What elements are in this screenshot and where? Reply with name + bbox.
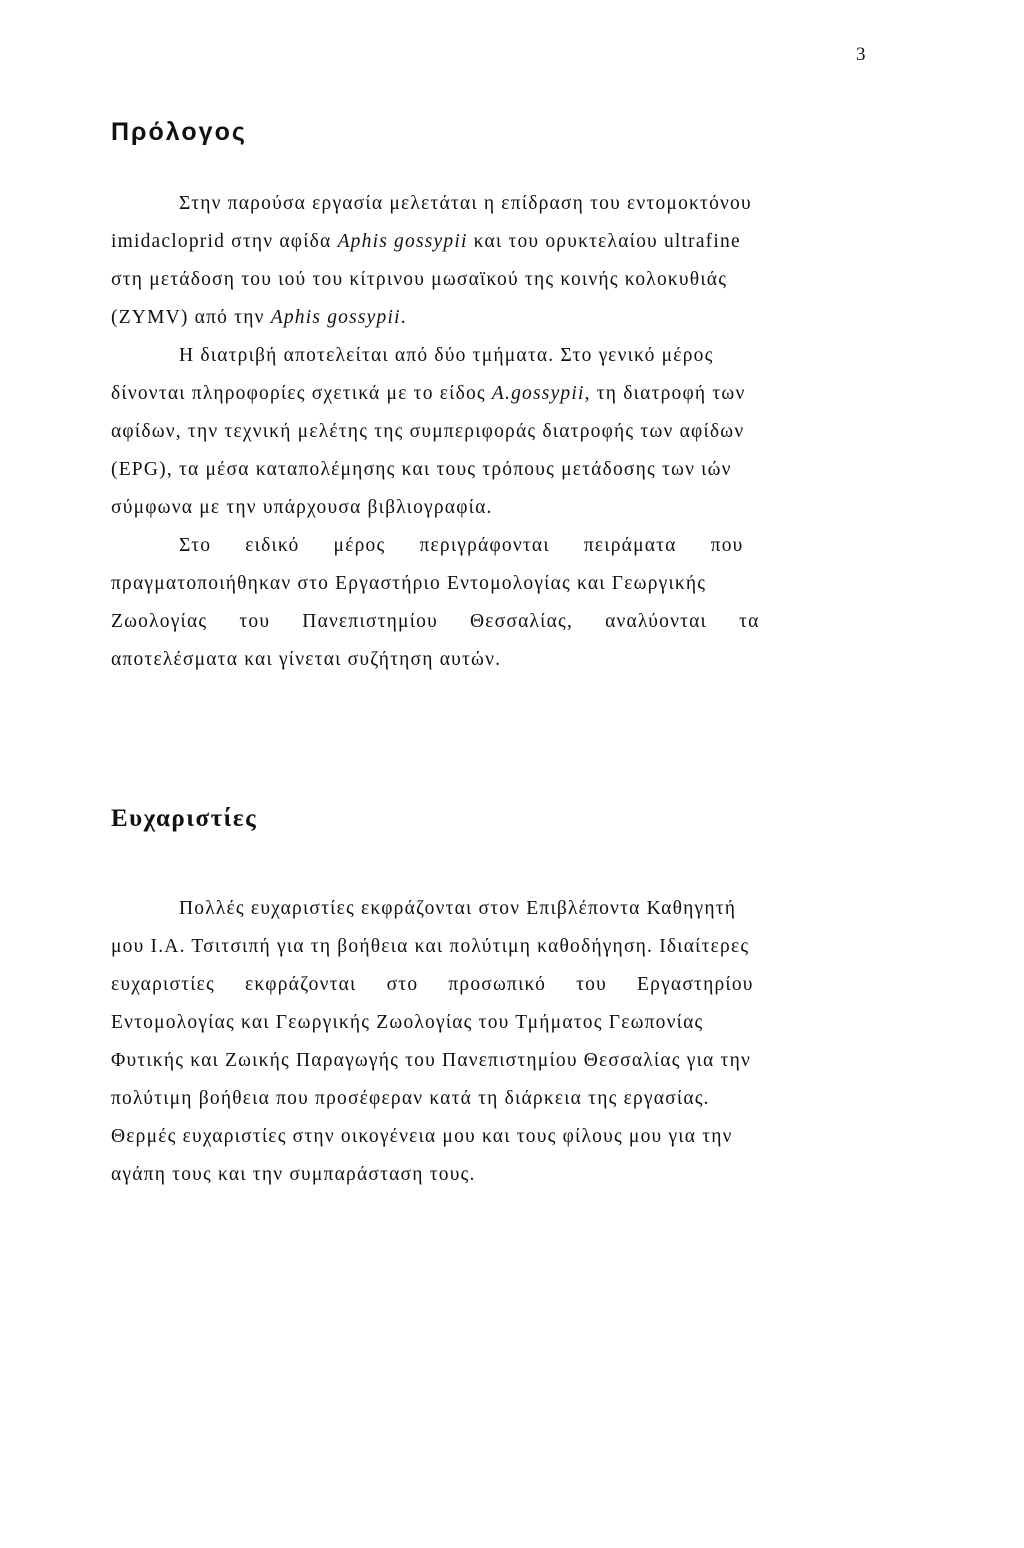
prologue-line: πραγματοποιήθηκαν στο Εργαστήριο Εντομολογίας και Γεωργικής [111, 573, 707, 594]
prologue-body [111, 185, 871, 679]
prologue-line: (EPG), τα μέσα καταπολέμησης και τους τρόπους μετάδοσης των ιών [111, 459, 732, 480]
prologue-line: στη μετάδοση του ιού του κίτρινου μωσαϊκού της κοινής κολοκυθιάς [111, 269, 728, 290]
prologue-line: αφίδων, την τεχνική μελέτης της συμπεριφοράς διατροφής των αφίδων [111, 421, 745, 442]
acknowledgements-line: Θερμές ευχαριστίες στην οικογένεια μου και τους φίλους μου για την [111, 1126, 733, 1147]
prologue-line: Ζωολογίας του Πανεπιστημίου Θεσσαλίας, αναλύονται τα [111, 611, 760, 632]
acknowledgements-line: αγάπη τους και την συμπαράσταση τους. [111, 1164, 476, 1185]
prologue-line: Στο ειδικό μέρος περιγράφονται πειράματα που [179, 535, 744, 556]
prologue-line: Στην παρούσα εργασία μελετάται η επίδραση του εντομοκτόνου [179, 193, 752, 214]
prologue-line: σύμφωνα με την υπάρχουσα βιβλιογραφία. [111, 497, 493, 518]
page-number: 3 [856, 44, 866, 65]
acknowledgements-line: Πολλές ευχαριστίες εκφράζονται στον Επιβλέποντα Καθηγητή [179, 898, 737, 919]
prologue-line: αποτελέσματα και γίνεται συζήτηση αυτών. [111, 649, 502, 670]
acknowledgements-line: πολύτιμη βοήθεια που προσέφεραν κατά τη διάρκεια της εργασίας. [111, 1088, 710, 1109]
prologue-heading: Πρόλογος [111, 118, 247, 146]
acknowledgements-body [111, 890, 871, 1194]
prologue-line: Η διατριβή αποτελείται από δύο τμήματα. Στο γενικό μέρος [179, 345, 714, 366]
acknowledgements-line: Εντομολογίας και Γεωργικής Ζωολογίας του Τμήματος Γεωπονίας [111, 1012, 704, 1033]
acknowledgements-line: ευχαριστίες εκφράζονται στο προσωπικό του Εργαστηρίου [111, 974, 754, 995]
acknowledgements-line: μου Ι.Α. Τσιτσιπή για τη βοήθεια και πολύτιμη καθοδήγηση. Ιδιαίτερες [111, 936, 750, 957]
acknowledgements-heading: Ευχαριστίες [111, 805, 258, 832]
prologue-line: (ZYMV) από την Aphis gossypii. [111, 307, 407, 328]
prologue-line: imidacloprid στην αφίδα Aphis gossypii και του ορυκτελαίου ultrafine [111, 231, 741, 252]
acknowledgements-line: Φυτικής και Ζωικής Παραγωγής του Πανεπιστημίου Θεσσαλίας για την [111, 1050, 751, 1071]
prologue-line: δίνονται πληροφορίες σχετικά με το είδος A.gossypii, τη διατροφή των [111, 383, 746, 404]
